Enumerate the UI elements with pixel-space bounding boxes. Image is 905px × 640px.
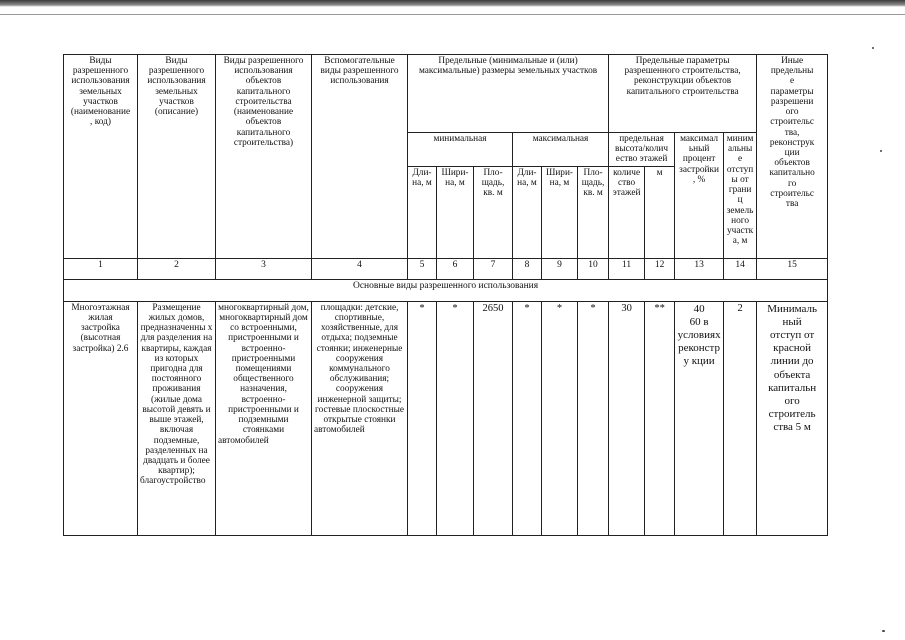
header-capital-objects: Виды разрешенного использования объектов капитального строительства (наименование объектов капитального строительства): [216, 55, 312, 259]
auxiliary-uses: площадки: детские, спортивные, хозяйственные, для отдыха; подземные стоянки; инженерные сооружения коммунального обслуживания; сооружения инженерной защиты; гостевые плоскостные открытые стоянки автомобилей: [312, 301, 408, 535]
column-number: 10: [578, 258, 609, 279]
capital-objects: многоквартирный дом, многоквартирный дом со встроенными, пристроенными и встроенно-пристроенными помещениями общественного назначения, встроенно-пристроенными и подземными стоянками автомобилей: [216, 301, 312, 535]
min-width-value: *: [437, 301, 474, 535]
scan-top-edge: [0, 0, 905, 7]
max-percent-value: 40 60 в условиях реконстр у кции: [675, 301, 724, 535]
floors-value: 30: [609, 301, 645, 535]
column-number: 13: [675, 258, 724, 279]
header-max-width: Шири- на, м: [542, 166, 578, 258]
column-number: 15: [757, 258, 828, 279]
header-min-length: Дли- на, м: [408, 166, 437, 258]
land-use-table: [63, 54, 828, 536]
column-number: 4: [312, 258, 408, 279]
column-number: 3: [216, 258, 312, 279]
header-min-setback: миним альны е отступ ы от грани ц земель ного участк а, м: [724, 133, 757, 259]
header-max-height-floors: предельная высота/колич ество этажей: [609, 133, 675, 167]
height-value: **: [645, 301, 675, 535]
column-number: 11: [609, 258, 645, 279]
header-max-length: Дли- на, м: [513, 166, 542, 258]
column-number: 9: [542, 258, 578, 279]
land-use-description: Размещение жилых домов, предназначенны х для разделения на квартиры, каждая из которых пригодна для постоянного проживания (жилые дома высотой девять и выше этажей, включая подземные, разделенных на двадцать и более квартир); благоустройство: [138, 301, 216, 535]
header-construction-limits: Предельные параметры разрешенного строительства, реконструкции объектов капитального строительства: [609, 55, 757, 133]
max-length-value: *: [513, 301, 542, 535]
header-plot-size-limits: Предельные (минимальные и (или) максимальные) размеры земельных участков: [408, 55, 609, 133]
header-min-width: Шири- на, м: [437, 166, 474, 258]
column-number: 5: [408, 258, 437, 279]
min-length-value: *: [408, 301, 437, 535]
header-floors: количе ство этажей: [609, 166, 645, 258]
header-land-use-name: Виды разрешенного использования земельных участков (наименование , код): [64, 55, 138, 259]
section-title: Основные виды разрешенного использования: [64, 279, 828, 301]
max-width-value: *: [542, 301, 578, 535]
column-number: 7: [474, 258, 513, 279]
column-number: 1: [64, 258, 138, 279]
column-number: 2: [138, 258, 216, 279]
column-number: 14: [724, 258, 757, 279]
land-use-name: Многоэтажная жилая застройка (высотная застройка) 2.6: [64, 301, 138, 535]
min-area-value: 2650: [474, 301, 513, 535]
column-number: 12: [645, 258, 675, 279]
min-setback-value: 2: [724, 301, 757, 535]
header-minimal: минимальная: [408, 133, 513, 167]
header-other-parameters: Иные предельны е параметры разрешени ого строительс тва, реконструк ции объектов капитально го строительс тва: [757, 55, 828, 259]
column-number: 6: [437, 258, 474, 279]
header-max-build-percent: максимал ьный процент застройки , %: [675, 133, 724, 259]
other-parameters-value: Минималь ный отступ от красной линии до объекта капитальн ого строитель ства 5 м: [757, 301, 828, 535]
max-area-value: *: [578, 301, 609, 535]
scan-speck: [882, 630, 885, 632]
column-number: 8: [513, 258, 542, 279]
scan-speck: [872, 47, 874, 49]
header-meters: м: [645, 166, 675, 258]
header-land-use-description: Виды разрешенного использования земельных участков (описание): [138, 55, 216, 259]
header-maximal: максимальная: [513, 133, 609, 167]
scan-speck: [880, 150, 882, 152]
scan-line: [0, 14, 905, 15]
header-max-area: Пло- щадь, кв. м: [578, 166, 609, 258]
header-min-area: Пло- щадь, кв. м: [474, 166, 513, 258]
header-auxiliary-uses: Вспомогательные виды разрешенного использования: [312, 55, 408, 259]
